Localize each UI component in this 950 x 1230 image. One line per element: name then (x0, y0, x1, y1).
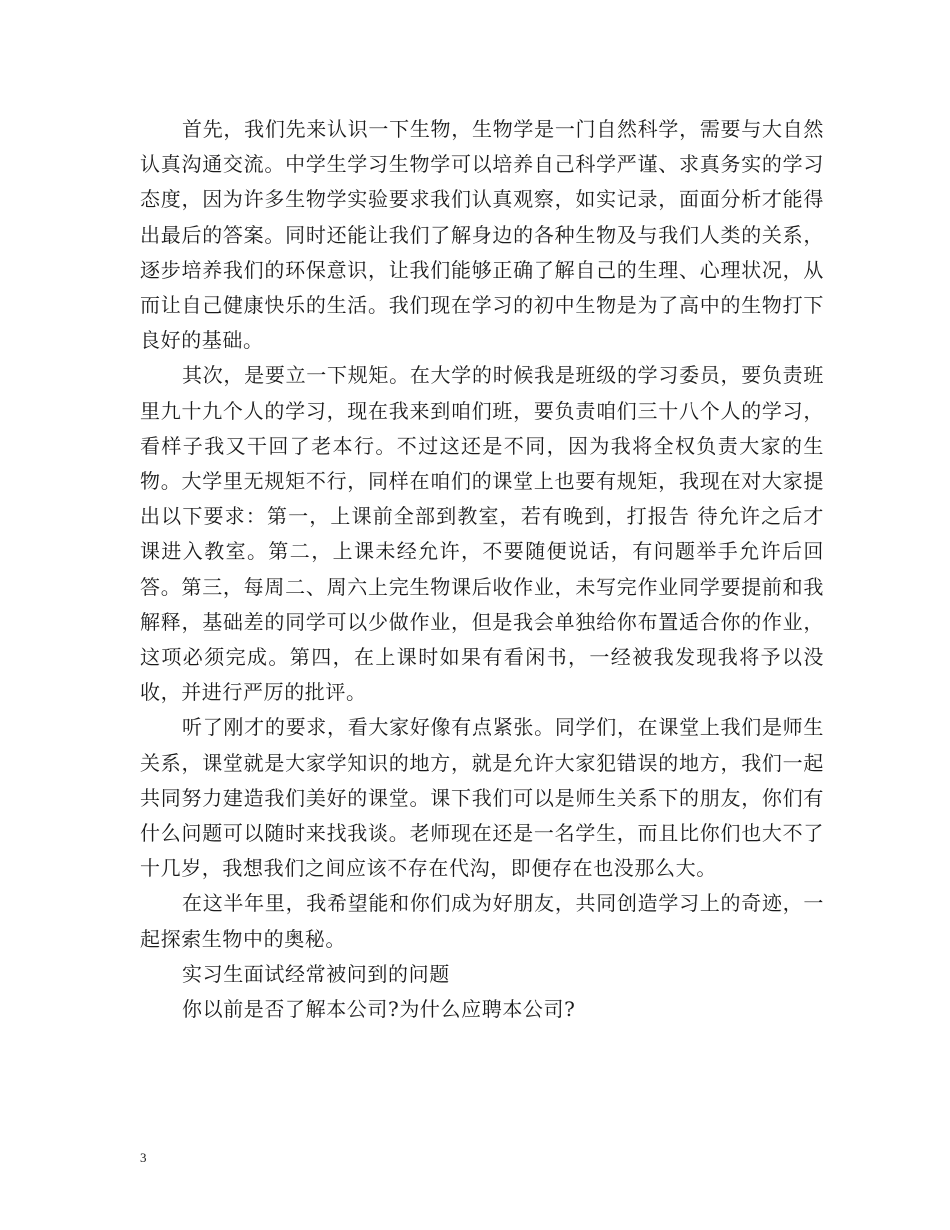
paragraph-teacher-student-relationship: 听了刚才的要求，看大家好像有点紧张。同学们，在课堂上我们是师生关系，课堂就是大家学知识的地方，就是允许大家犯错误的地方，我们一起共同努力建造我们美好的课堂。课下我们可以是师生关系下的朋友，你们有什么问题可以随时来找我谈。老师现在还是一名学生，而且比你们也大不了十几岁，我想我们之间应该不存在代沟，即便存在也没那么大。 (140, 715, 824, 881)
document-body (140, 112, 824, 1027)
paragraph-interview-question: 你以前是否了解本公司?为什么应聘本公司? (182, 997, 576, 1022)
heading-interview-questions: 实习生面试经常被问到的问题 (182, 961, 450, 986)
page-number: 3 (140, 1150, 147, 1165)
paragraph-classroom-rules: 其次，是要立一下规矩。在大学的时候我是班级的学习委员，要负责班里九十九个人的学习，现在我来到咱们班，要负责咱们三十八个人的学习，看样子我又干回了老本行。不过这还是不同，因为我将全权负责大家的生物。大学里无规矩不行，同样在咱们的课堂上也要有规矩，我现在对大家提出以下要求：第一，上课前全部到教室，若有晚到，打报告 待允许之后才课进入教室。第二，上课未经允许，不要随便说话，有问题举手允许后回答。第三，每周二、周六上完生物课后收作业，未写完作业同学要提前和我解释，基础差的同学可以少做作业，但是我会单独给你布置适合你的作业，这项必须完成。第四，在上课时如果有看闲书，一经被我发现我将予以没收，并进行严厉的批评。 (140, 363, 824, 705)
paragraph-intro-biology: 首先，我们先来认识一下生物，生物学是一门自然科学，需要与大自然认真沟通交流。中学生学习生物学可以培养自己科学严谨、求真务实的学习态度，因为许多生物学实验要求我们认真观察，如实记录，面面分析才能得出最后的答案。同时还能让我们了解身边的各种生物及与我们人类的关系，逐步培养我们的环保意识，让我们能够正确了解自己的生理、心理状况，从而让自己健康快乐的生活。我们现在学习的初中生物是为了高中的生物打下良好的基础。 (140, 117, 824, 353)
paragraph-closing-wish: 在这半年里，我希望能和你们成为好朋友，共同创造学习上的奇迹，一起探索生物中的奥秘。 (140, 891, 824, 951)
